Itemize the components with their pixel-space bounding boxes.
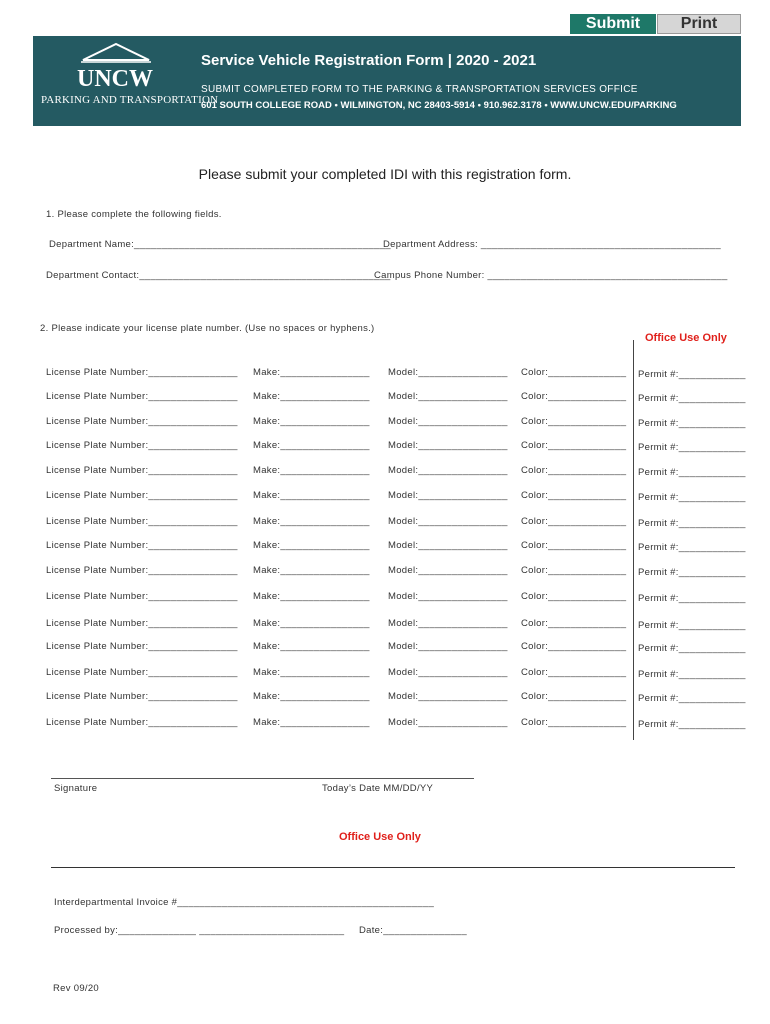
color-field[interactable]: Color:______________: [521, 618, 627, 629]
department-name-field[interactable]: Department Name:______________________________________________: [49, 239, 391, 250]
signature-label: Signature: [54, 783, 98, 794]
license-plate-field[interactable]: License Plate Number:________________: [46, 618, 238, 629]
office-divider-line: [51, 867, 735, 868]
permit-field[interactable]: Permit #:____________: [638, 393, 746, 404]
color-field[interactable]: Color:______________: [521, 516, 627, 527]
make-field[interactable]: Make:________________: [253, 540, 370, 551]
make-field[interactable]: Make:________________: [253, 618, 370, 629]
make-field[interactable]: Make:________________: [253, 565, 370, 576]
license-plate-field[interactable]: License Plate Number:________________: [46, 717, 238, 728]
make-field[interactable]: Make:________________: [253, 490, 370, 501]
form-title: Service Vehicle Registration Form | 2020 - 2021: [201, 52, 537, 69]
make-field[interactable]: Make:________________: [253, 440, 370, 451]
permit-field[interactable]: Permit #:____________: [638, 643, 746, 654]
permit-field[interactable]: Permit #:____________: [638, 518, 746, 529]
permit-field[interactable]: Permit #:____________: [638, 669, 746, 680]
date-label: Today’s Date MM/DD/YY: [322, 783, 434, 794]
model-field[interactable]: Model:________________: [388, 367, 508, 378]
office-address: 601 SOUTH COLLEGE ROAD • WILMINGTON, NC 28403-5914 • 910.962.3178 • WWW.UNCW.EDU/PARKING: [201, 100, 677, 111]
uncw-logo: [41, 50, 219, 114]
office-use-label: Office Use Only: [645, 332, 727, 344]
color-field[interactable]: Color:______________: [521, 490, 627, 501]
campus-phone-field[interactable]: Campus Phone Number: ___________________________________________: [374, 270, 728, 281]
invoice-field[interactable]: Interdepartmental Invoice #______________________________________________: [54, 897, 435, 908]
make-field[interactable]: Make:________________: [253, 591, 370, 602]
license-plate-field[interactable]: License Plate Number:________________: [46, 691, 238, 702]
make-field[interactable]: Make:________________: [253, 717, 370, 728]
make-field[interactable]: Make:________________: [253, 416, 370, 427]
permit-field[interactable]: Permit #:____________: [638, 693, 746, 704]
make-field[interactable]: Make:________________: [253, 516, 370, 527]
make-field[interactable]: Make:________________: [253, 465, 370, 476]
model-field[interactable]: Model:________________: [388, 416, 508, 427]
permit-field[interactable]: Permit #:____________: [638, 467, 746, 478]
department-contact-field[interactable]: Department Contact:_____________________________________________: [46, 270, 391, 281]
color-field[interactable]: Color:______________: [521, 391, 627, 402]
color-field[interactable]: Color:______________: [521, 367, 627, 378]
license-plate-field[interactable]: License Plate Number:________________: [46, 591, 238, 602]
make-field[interactable]: Make:________________: [253, 391, 370, 402]
license-plate-field[interactable]: License Plate Number:________________: [46, 540, 238, 551]
permit-field[interactable]: Permit #:____________: [638, 369, 746, 380]
license-plate-field[interactable]: License Plate Number:________________: [46, 465, 238, 476]
model-field[interactable]: Model:________________: [388, 591, 508, 602]
model-field[interactable]: Model:________________: [388, 465, 508, 476]
model-field[interactable]: Model:________________: [388, 618, 508, 629]
print-button[interactable]: Print: [657, 14, 741, 34]
model-field[interactable]: Model:________________: [388, 516, 508, 527]
permit-field[interactable]: Permit #:____________: [638, 719, 746, 730]
license-plate-field[interactable]: License Plate Number:________________: [46, 490, 238, 501]
model-field[interactable]: Model:________________: [388, 667, 508, 678]
model-field[interactable]: Model:________________: [388, 717, 508, 728]
model-field[interactable]: Model:________________: [388, 565, 508, 576]
make-field[interactable]: Make:________________: [253, 691, 370, 702]
model-field[interactable]: Model:________________: [388, 691, 508, 702]
signature-line: [51, 778, 474, 779]
submit-instruction: SUBMIT COMPLETED FORM TO THE PARKING & TRANSPORTATION SERVICES OFFICE: [201, 84, 638, 95]
license-plate-field[interactable]: License Plate Number:________________: [46, 641, 238, 652]
permit-field[interactable]: Permit #:____________: [638, 620, 746, 631]
license-plate-field[interactable]: License Plate Number:________________: [46, 516, 238, 527]
section1-heading: 1. Please complete the following fields.: [46, 209, 222, 220]
section2-heading: 2. Please indicate your license plate number. (Use no spaces or hyphens.): [40, 323, 375, 334]
permit-field[interactable]: Permit #:____________: [638, 567, 746, 578]
color-field[interactable]: Color:______________: [521, 667, 627, 678]
revision-label: Rev 09/20: [53, 983, 100, 994]
color-field[interactable]: Color:______________: [521, 717, 627, 728]
office-date-field[interactable]: Date:_______________: [359, 925, 467, 936]
color-field[interactable]: Color:______________: [521, 416, 627, 427]
make-field[interactable]: Make:________________: [253, 367, 370, 378]
color-field[interactable]: Color:______________: [521, 440, 627, 451]
color-field[interactable]: Color:______________: [521, 641, 627, 652]
license-plate-field[interactable]: License Plate Number:________________: [46, 416, 238, 427]
department-address-field[interactable]: Department Address: ___________________________________________: [383, 239, 721, 250]
license-plate-field[interactable]: License Plate Number:________________: [46, 391, 238, 402]
color-field[interactable]: Color:______________: [521, 565, 627, 576]
logo-word: UNCW: [77, 66, 153, 92]
license-plate-field[interactable]: License Plate Number:________________: [46, 667, 238, 678]
permit-field[interactable]: Permit #:____________: [638, 418, 746, 429]
license-plate-field[interactable]: License Plate Number:________________: [46, 440, 238, 451]
make-field[interactable]: Make:________________: [253, 667, 370, 678]
model-field[interactable]: Model:________________: [388, 540, 508, 551]
header-banner: [33, 36, 741, 126]
logo-subtitle: PARKING AND TRANSPORTATION: [41, 94, 219, 106]
model-field[interactable]: Model:________________: [388, 440, 508, 451]
permit-field[interactable]: Permit #:____________: [638, 442, 746, 453]
model-field[interactable]: Model:________________: [388, 490, 508, 501]
make-field[interactable]: Make:________________: [253, 641, 370, 652]
permit-field[interactable]: Permit #:____________: [638, 593, 746, 604]
license-plate-field[interactable]: License Plate Number:________________: [46, 367, 238, 378]
color-field[interactable]: Color:______________: [521, 540, 627, 551]
submit-button[interactable]: Submit: [570, 14, 656, 34]
color-field[interactable]: Color:______________: [521, 465, 627, 476]
license-plate-field[interactable]: License Plate Number:________________: [46, 565, 238, 576]
model-field[interactable]: Model:________________: [388, 391, 508, 402]
office-divider: [633, 340, 634, 740]
office-use-title: Office Use Only: [339, 831, 421, 843]
color-field[interactable]: Color:______________: [521, 591, 627, 602]
model-field[interactable]: Model:________________: [388, 641, 508, 652]
processed-by-field[interactable]: Processed by:______________ __________________________: [54, 925, 345, 936]
color-field[interactable]: Color:______________: [521, 691, 627, 702]
idi-instruction: Please submit your completed IDI with this registration form.: [198, 166, 572, 182]
permit-field[interactable]: Permit #:____________: [638, 492, 746, 503]
permit-field[interactable]: Permit #:____________: [638, 542, 746, 553]
